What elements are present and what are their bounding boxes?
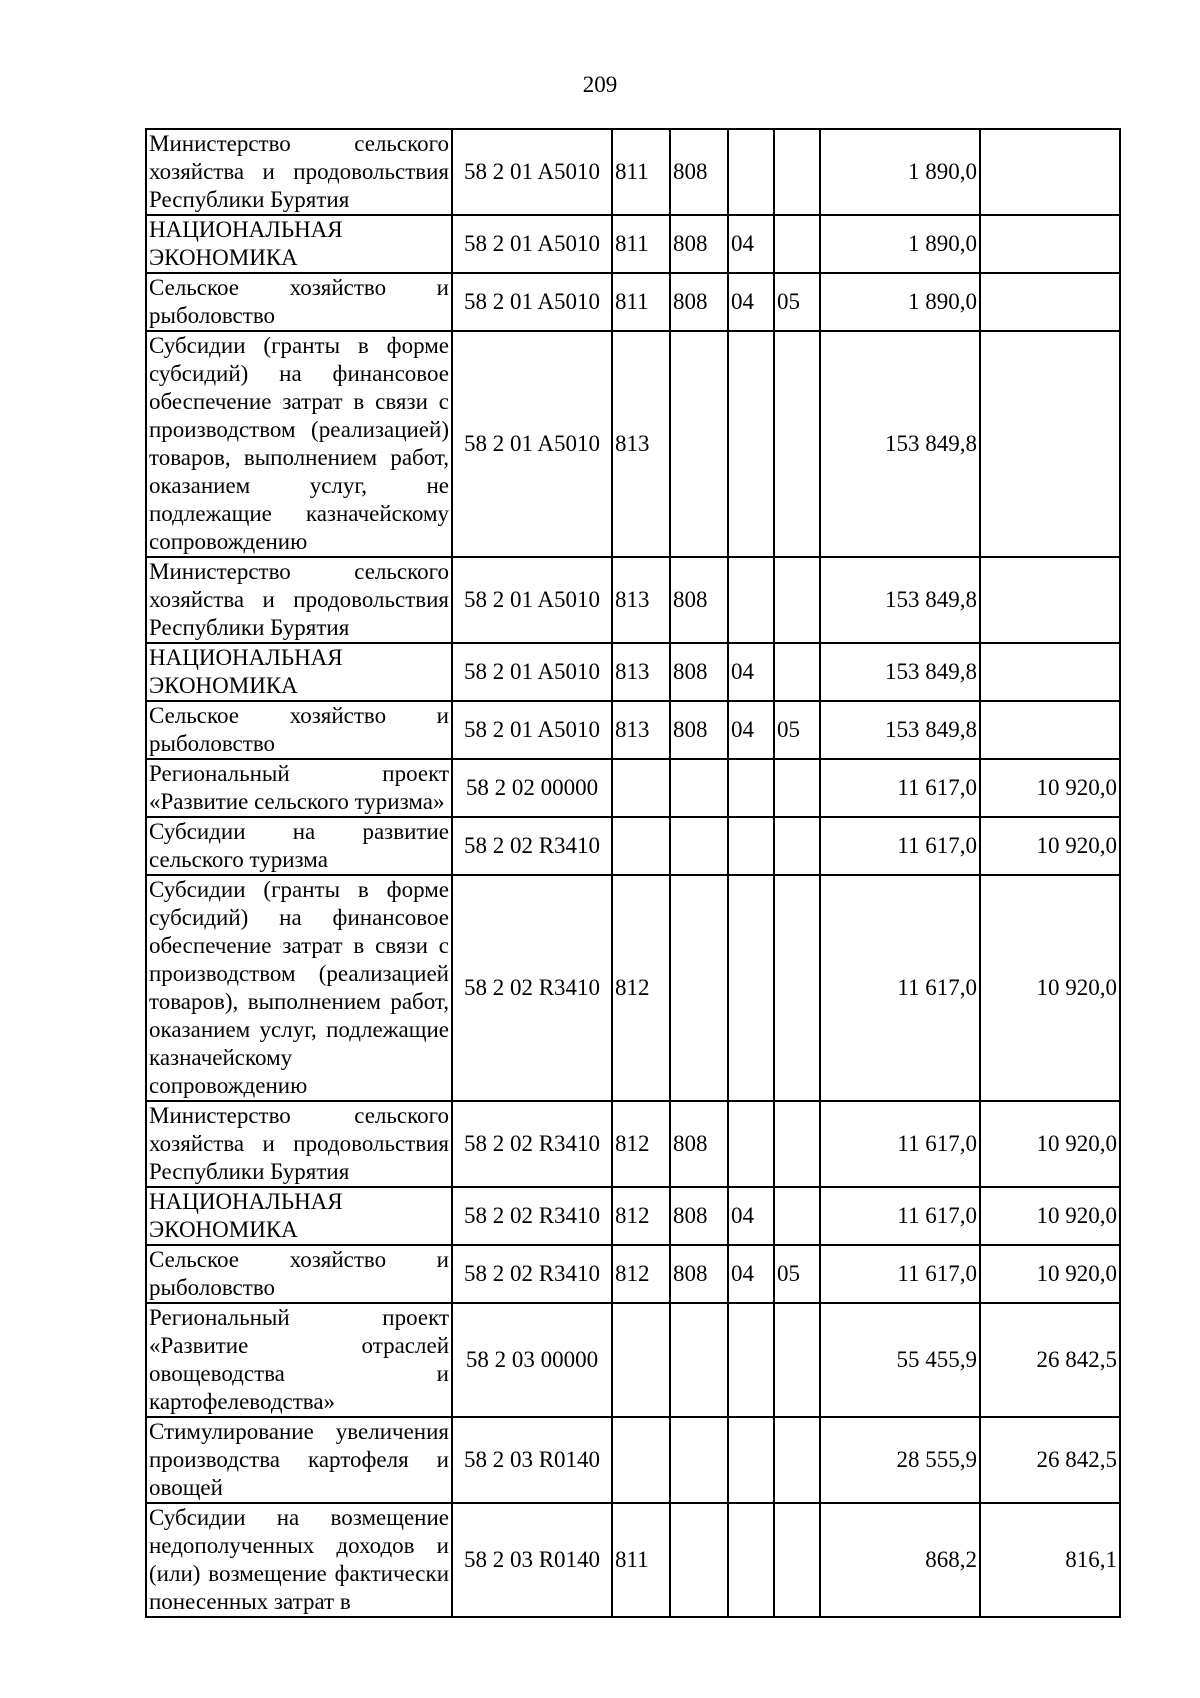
subsection-cell <box>774 1101 820 1187</box>
ministry-code-cell: 808 <box>670 557 728 643</box>
row-name-cell: НАЦИОНАЛЬНАЯ ЭКОНОМИКА <box>146 1187 452 1245</box>
section-cell <box>728 875 774 1101</box>
section-cell <box>728 1503 774 1617</box>
subsection-cell <box>774 1503 820 1617</box>
target-article-cell: 58 2 01 A5010 <box>452 701 612 759</box>
target-article-cell: 58 2 02 R3410 <box>452 1187 612 1245</box>
table-row <box>146 1417 1120 1503</box>
amount-year2-cell: 10 920,0 <box>980 1187 1120 1245</box>
ministry-code-cell: 808 <box>670 1245 728 1303</box>
row-name-cell: Министерство сельского хозяйства и продовольствия Республики Бурятия <box>146 1101 452 1187</box>
amount-year1-cell: 1 890,0 <box>820 215 980 273</box>
amount-year2-cell <box>980 273 1120 331</box>
row-name-cell: Министерство сельского хозяйства и продовольствия Республики Бурятия <box>146 557 452 643</box>
page-number: 209 <box>582 72 618 97</box>
target-article-cell: 58 2 03 R0140 <box>452 1503 612 1617</box>
expense-type-cell: 813 <box>612 557 670 643</box>
amount-year1-cell: 55 455,9 <box>820 1303 980 1417</box>
amount-year2-cell: 816,1 <box>980 1503 1120 1617</box>
target-article-cell: 58 2 02 R3410 <box>452 1245 612 1303</box>
table-row <box>146 817 1120 875</box>
expense-type-cell: 811 <box>612 1503 670 1617</box>
table-row <box>146 875 1120 1101</box>
row-name-cell: Субсидии на развитие сельского туризма <box>146 817 452 875</box>
target-article-cell: 58 2 01 A5010 <box>452 643 612 701</box>
row-name-cell: Сельское хозяйство и рыболовство <box>146 273 452 331</box>
amount-year1-cell: 868,2 <box>820 1503 980 1617</box>
amount-year2-cell: 10 920,0 <box>980 1245 1120 1303</box>
subsection-cell: 05 <box>774 1245 820 1303</box>
expense-type-cell: 812 <box>612 875 670 1101</box>
expense-type-cell: 811 <box>612 273 670 331</box>
amount-year2-cell: 26 842,5 <box>980 1303 1120 1417</box>
amount-year1-cell: 11 617,0 <box>820 1101 980 1187</box>
section-cell <box>728 1303 774 1417</box>
table-row <box>146 1187 1120 1245</box>
section-cell <box>728 817 774 875</box>
target-article-cell: 58 2 02 R3410 <box>452 817 612 875</box>
target-article-cell: 58 2 01 A5010 <box>452 129 612 215</box>
amount-year2-cell <box>980 331 1120 557</box>
row-name-cell: НАЦИОНАЛЬНАЯ ЭКОНОМИКА <box>146 643 452 701</box>
ministry-code-cell <box>670 817 728 875</box>
amount-year1-cell: 153 849,8 <box>820 331 980 557</box>
row-name-cell: Сельское хозяйство и рыболовство <box>146 1245 452 1303</box>
section-cell <box>728 1417 774 1503</box>
expense-type-cell <box>612 759 670 817</box>
ministry-code-cell: 808 <box>670 1101 728 1187</box>
section-cell <box>728 1101 774 1187</box>
section-cell: 04 <box>728 273 774 331</box>
target-article-cell: 58 2 03 R0140 <box>452 1417 612 1503</box>
table-row <box>146 331 1120 557</box>
target-article-cell: 58 2 01 A5010 <box>452 331 612 557</box>
amount-year2-cell <box>980 701 1120 759</box>
section-cell: 04 <box>728 1187 774 1245</box>
section-cell: 04 <box>728 701 774 759</box>
table-row <box>146 273 1120 331</box>
subsection-cell <box>774 1303 820 1417</box>
row-name-cell: Субсидии на возмещение недополученных доходов и (или) возмещение фактически понесенных затрат в <box>146 1503 452 1617</box>
subsection-cell: 05 <box>774 273 820 331</box>
subsection-cell <box>774 643 820 701</box>
amount-year1-cell: 28 555,9 <box>820 1417 980 1503</box>
target-article-cell: 58 2 02 R3410 <box>452 1101 612 1187</box>
row-name-cell: Сельское хозяйство и рыболовство <box>146 701 452 759</box>
subsection-cell <box>774 1417 820 1503</box>
table-row <box>146 557 1120 643</box>
expense-type-cell: 813 <box>612 701 670 759</box>
ministry-code-cell: 808 <box>670 1187 728 1245</box>
ministry-code-cell: 808 <box>670 215 728 273</box>
expense-type-cell: 812 <box>612 1101 670 1187</box>
subsection-cell <box>774 1187 820 1245</box>
ministry-code-cell <box>670 1303 728 1417</box>
row-name-cell: Субсидии (гранты в форме субсидий) на финансовое обеспечение затрат в связи с производством (реализацией) товаров, выполнением работ, оказанием услуг, не подлежащие казначейскому сопровождению <box>146 331 452 557</box>
ministry-code-cell: 808 <box>670 273 728 331</box>
expense-type-cell <box>612 1417 670 1503</box>
expense-type-cell: 812 <box>612 1187 670 1245</box>
ministry-code-cell: 808 <box>670 643 728 701</box>
ministry-code-cell <box>670 331 728 557</box>
amount-year1-cell: 11 617,0 <box>820 1187 980 1245</box>
subsection-cell <box>774 817 820 875</box>
budget-table <box>145 128 1121 1618</box>
amount-year1-cell: 1 890,0 <box>820 129 980 215</box>
subsection-cell <box>774 215 820 273</box>
amount-year1-cell: 11 617,0 <box>820 875 980 1101</box>
amount-year2-cell: 10 920,0 <box>980 817 1120 875</box>
amount-year2-cell: 10 920,0 <box>980 1101 1120 1187</box>
amount-year1-cell: 153 849,8 <box>820 643 980 701</box>
amount-year1-cell: 1 890,0 <box>820 273 980 331</box>
amount-year2-cell: 10 920,0 <box>980 759 1120 817</box>
row-name-cell: Региональный проект «Развитие отраслей овощеводства и картофелеводства» <box>146 1303 452 1417</box>
row-name-cell: Субсидии (гранты в форме субсидий) на финансовое обеспечение затрат в связи с производством (реализацией товаров), выполнением работ, оказанием услуг, подлежащие казначейскому сопровождению <box>146 875 452 1101</box>
amount-year1-cell: 11 617,0 <box>820 817 980 875</box>
expense-type-cell: 811 <box>612 129 670 215</box>
target-article-cell: 58 2 03 00000 <box>452 1303 612 1417</box>
table-row <box>146 643 1120 701</box>
ministry-code-cell: 808 <box>670 129 728 215</box>
subsection-cell <box>774 875 820 1101</box>
expense-type-cell: 813 <box>612 643 670 701</box>
target-article-cell: 58 2 01 A5010 <box>452 557 612 643</box>
expense-type-cell <box>612 1303 670 1417</box>
ministry-code-cell <box>670 1417 728 1503</box>
amount-year1-cell: 153 849,8 <box>820 557 980 643</box>
amount-year2-cell <box>980 215 1120 273</box>
section-cell: 04 <box>728 643 774 701</box>
subsection-cell <box>774 129 820 215</box>
row-name-cell: Стимулирование увеличения производства картофеля и овощей <box>146 1417 452 1503</box>
section-cell: 04 <box>728 1245 774 1303</box>
subsection-cell <box>774 331 820 557</box>
table-row <box>146 1503 1120 1617</box>
subsection-cell: 05 <box>774 701 820 759</box>
amount-year1-cell: 11 617,0 <box>820 759 980 817</box>
expense-type-cell: 813 <box>612 331 670 557</box>
ministry-code-cell <box>670 875 728 1101</box>
table-row <box>146 215 1120 273</box>
subsection-cell <box>774 557 820 643</box>
ministry-code-cell <box>670 759 728 817</box>
table-row <box>146 129 1120 215</box>
amount-year1-cell: 11 617,0 <box>820 1245 980 1303</box>
table-row <box>146 1303 1120 1417</box>
section-cell <box>728 557 774 643</box>
table-row <box>146 701 1120 759</box>
table-body <box>146 129 1120 1617</box>
target-article-cell: 58 2 02 00000 <box>452 759 612 817</box>
target-article-cell: 58 2 02 R3410 <box>452 875 612 1101</box>
amount-year2-cell: 10 920,0 <box>980 875 1120 1101</box>
row-name-cell: Региональный проект «Развитие сельского туризма» <box>146 759 452 817</box>
amount-year2-cell <box>980 129 1120 215</box>
table-row <box>146 1245 1120 1303</box>
ministry-code-cell <box>670 1503 728 1617</box>
amount-year2-cell <box>980 643 1120 701</box>
section-cell: 04 <box>728 215 774 273</box>
amount-year2-cell: 26 842,5 <box>980 1417 1120 1503</box>
row-name-cell: НАЦИОНАЛЬНАЯ ЭКОНОМИКА <box>146 215 452 273</box>
row-name-cell: Министерство сельского хозяйства и продовольствия Республики Бурятия <box>146 129 452 215</box>
expense-type-cell <box>612 817 670 875</box>
expense-type-cell: 811 <box>612 215 670 273</box>
amount-year1-cell: 153 849,8 <box>820 701 980 759</box>
section-cell <box>728 331 774 557</box>
ministry-code-cell: 808 <box>670 701 728 759</box>
amount-year2-cell <box>980 557 1120 643</box>
expense-type-cell: 812 <box>612 1245 670 1303</box>
table-row <box>146 1101 1120 1187</box>
table-row <box>146 759 1120 817</box>
subsection-cell <box>774 759 820 817</box>
target-article-cell: 58 2 01 A5010 <box>452 215 612 273</box>
section-cell <box>728 759 774 817</box>
section-cell <box>728 129 774 215</box>
target-article-cell: 58 2 01 A5010 <box>452 273 612 331</box>
